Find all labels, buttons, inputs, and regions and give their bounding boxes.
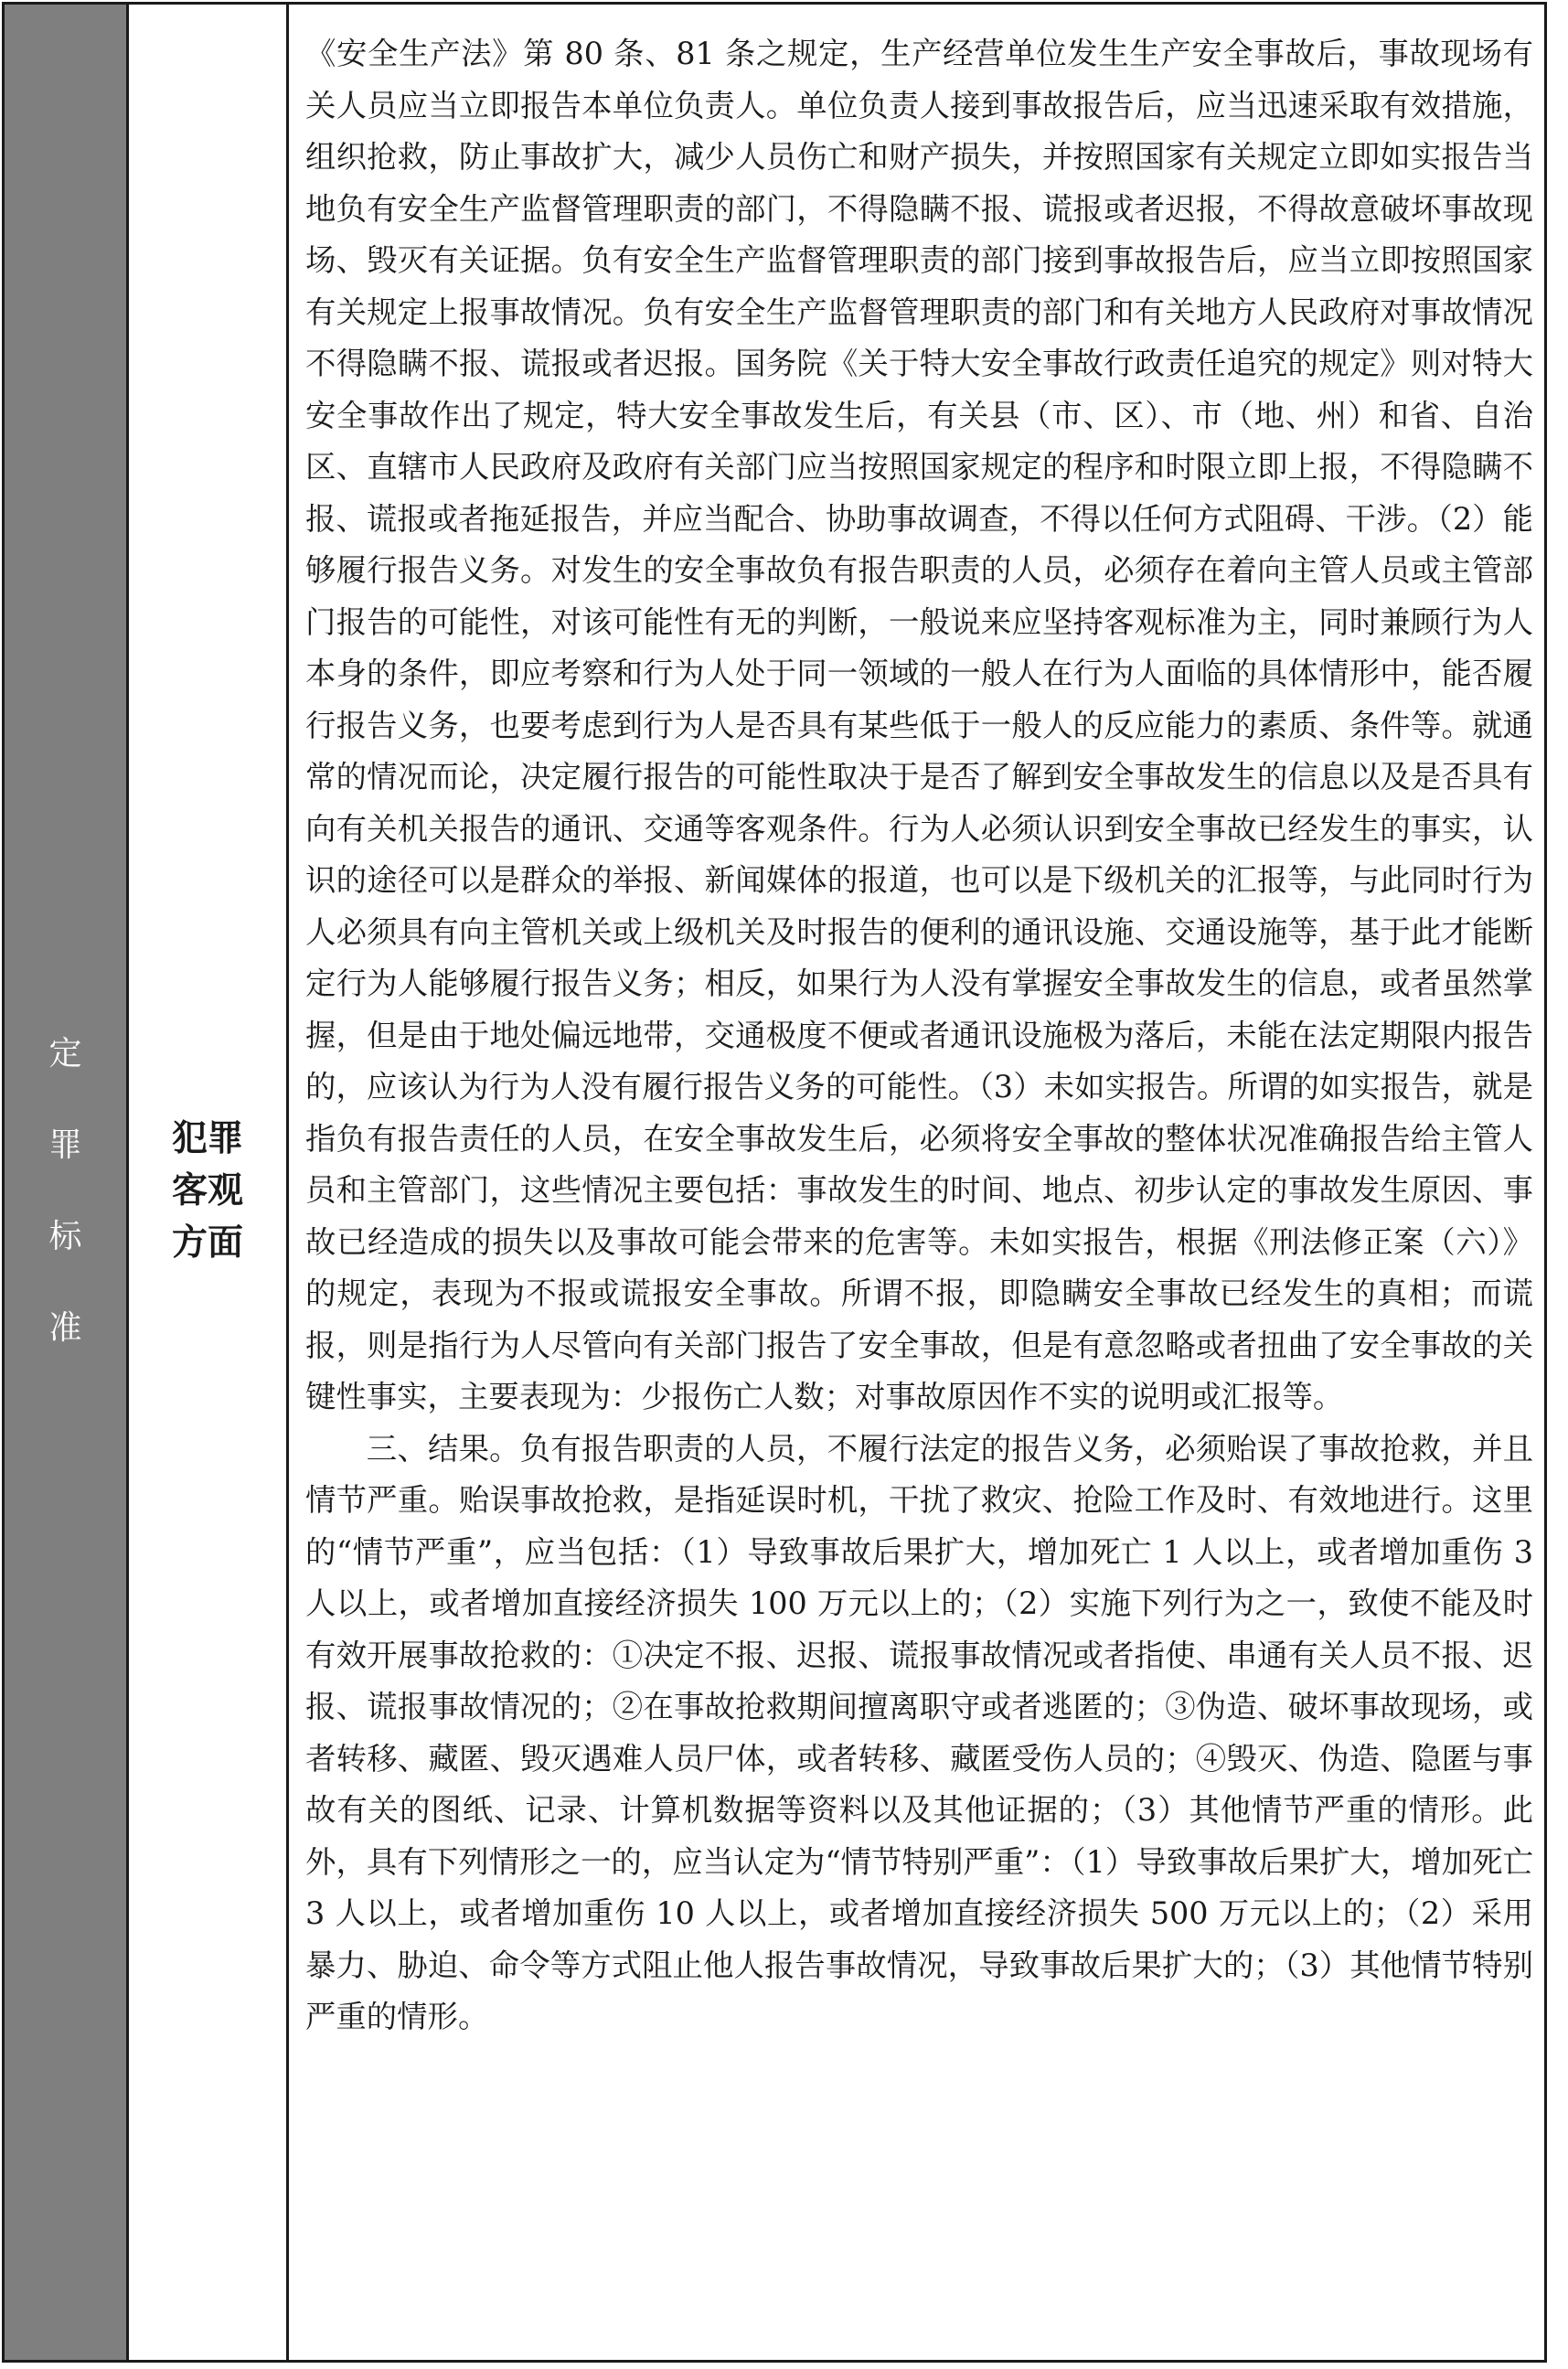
subcategory-column xyxy=(129,5,289,2360)
subcategory-label-line: 犯罪 xyxy=(171,1117,243,1159)
subcategory-label xyxy=(166,1113,249,1269)
category-char: 标 xyxy=(48,1218,82,1255)
content-column xyxy=(289,5,1544,2360)
content-paragraph: 三、结果。负有报告职责的人员，不履行法定的报告义务，必须贻误了事故抢救，并且情节严重。贻误事故抢救，是指延误时机，干扰了救灾、抢险工作及时、有效地进行。这里的“情节严重”，应当包括：（1）导致事故后果扩大，增加死亡 1 人以上，或者增加重伤 3 人以上，或者增加直接经济损失 100 万元以上的；（2）实施下列行为之一，致使不能及时有效开展事故抢救的：①决定不报、迟报、谎报事故情况或者指使、串通有关人员不报、迟报、谎报事故情况的；②在事故抢救期间擅离职守或者逃匿的；③伪造、破坏事故现场，或者转移、藏匿、毁灭遇难人员尸体，或者转移、藏匿受伤人员的；④毁灭、伪造、隐匿与事故有关的图纸、记录、计算机数据等资料以及其他证据的；（3）其他情节严重的情形。此外，具有下列情形之一的，应当认定为“情节特别严重”：（1）导致事故后果扩大，增加死亡 3 人以上，或者增加重伤 10 人以上，或者增加直接经济损失 500 万元以上的；（2）采用暴力、胁迫、命令等方式阻止他人报告事故情况，导致事故后果扩大的；（3）其他情节特别严重的情形。 xyxy=(305,1430,1533,2034)
criteria-table xyxy=(2,2,1547,2363)
category-char: 定 xyxy=(48,1035,82,1072)
category-column xyxy=(5,5,129,2360)
category-char: 准 xyxy=(48,1309,82,1347)
category-char: 罪 xyxy=(48,1126,82,1164)
content-paragraph: 《安全生产法》第 80 条、81 条之规定，生产经营单位发生生产安全事故后，事故现场有关人员应当立即报告本单位负责人。单位负责人接到事故报告后，应当迅速采取有效措施，组织抢救，防止事故扩大，减少人员伤亡和财产损失，并按照国家有关规定立即如实报告当地负有安全生产监督管理职责的部门，不得隐瞒不报、谎报或者迟报，不得故意破坏事故现场、毁灭有关证据。负有安全生产监督管理职责的部门接到事故报告后，应当立即按照国家有关规定上报事故情况。负有安全生产监督管理职责的部门和有关地方人民政府对事故情况不得隐瞒不报、谎报或者迟报。国务院《关于特大安全事故行政责任追究的规定》则对特大安全事故作出了规定，特大安全事故发生后，有关县（市、区）、市（地、州）和省、自治区、直辖市人民政府及政府有关部门应当按照国家规定的程序和时限立即上报，不得隐瞒不报、谎报或者拖延报告，并应当配合、协助事故调查，不得以任何方式阻碍、干涉。（2）能够履行报告义务。对发生的安全事故负有报告职责的人员，必须存在着向主管人员或主管部门报告的可能性，对该可能性有无的判断，一般说来应坚持客观标准为主，同时兼顾行为人本身的条件，即应考察和行为人处于同一领域的一般人在行为人面临的具体情形中，能否履行报告义务，也要考虑到行为人是否具有某些低于一般人的反应能力的素质、条件等。就通常的情况而论，决定履行报告的可能性取决于是否了解到安全事故发生的信息以及是否具有向有关机关报告的通讯、交通等客观条件。行为人必须认识到安全事故已经发生的事实，认识的途径可以是群众的举报、新闻媒体的报道，也可以是下级机关的汇报等，与此同时行为人必须具有向主管机关或上级机关及时报告的便利的通讯设施、交通设施等，基于此才能断定行为人能够履行报告义务；相反，如果行为人没有掌握安全事故发生的信息，或者虽然掌握，但是由于地处偏远地带，交通极度不便或者通讯设施极为落后，未能在法定期限内报告的，应该认为行为人没有履行报告义务的可能性。（3）未如实报告。所谓的如实报告，就是指负有报告责任的人员，在安全事故发生后，必须将安全事故的整体状况准确报告给主管人员和主管部门，这些情况主要包括：事故发生的时间、地点、初步认定的事故发生原因、事故已经造成的损失以及事故可能会带来的危害等。未如实报告，根据《刑法修正案（六）》的规定，表现为不报或谎报安全事故。所谓不报，即隐瞒安全事故已经发生的真相；而谎报，则是指行为人尽管向有关部门报告了安全事故，但是有意忽略或者扭曲了安全事故的关键性事实，主要表现为：少报伤亡人数；对事故原因作不实的说明或汇报等。 xyxy=(305,36,1533,1414)
subcategory-label-line: 方面 xyxy=(171,1222,243,1264)
subcategory-label-line: 客观 xyxy=(171,1169,243,1211)
